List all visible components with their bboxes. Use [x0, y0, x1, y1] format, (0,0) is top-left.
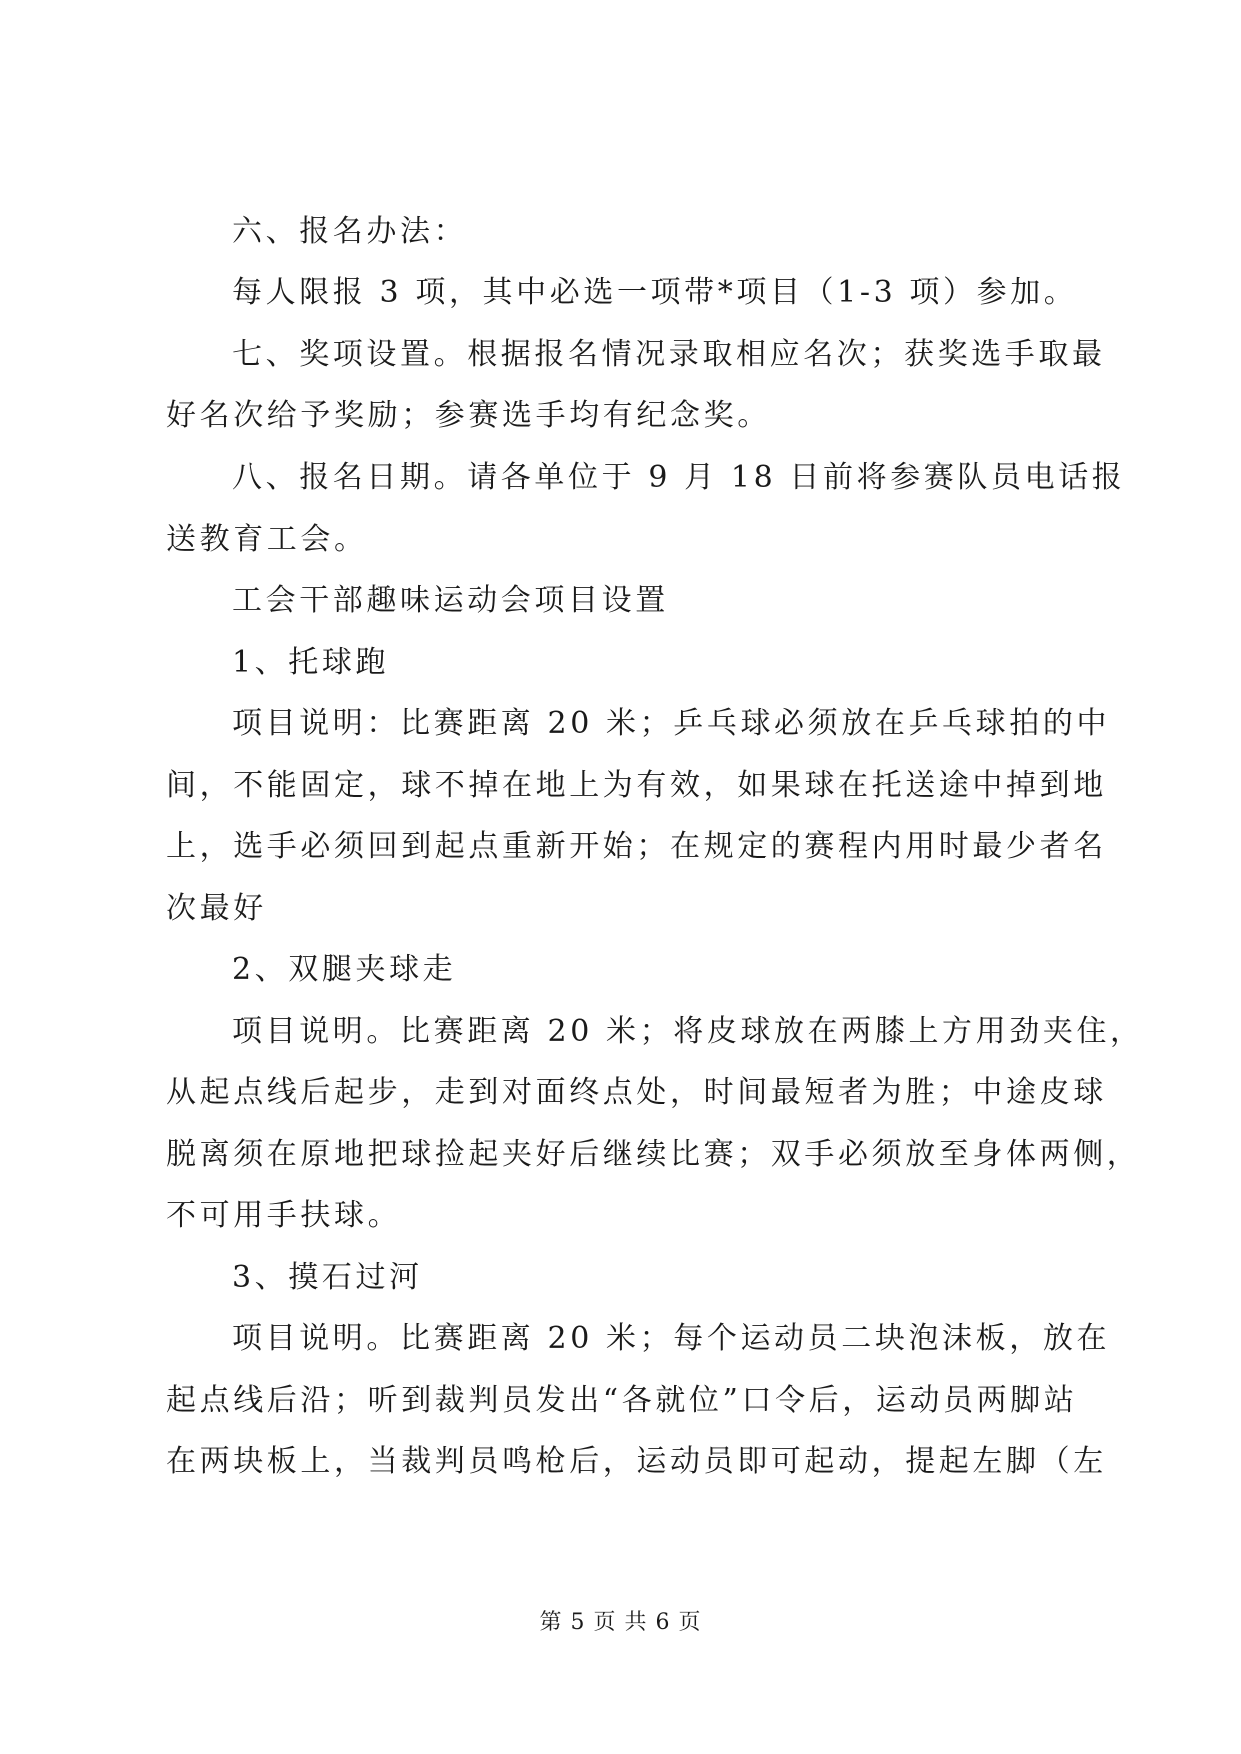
paragraph-line: 脱离须在原地把球捡起夹好后继续比赛；双手必须放至身体两侧， [166, 1137, 1141, 1172]
paragraph-line: 起点线后沿；听到裁判员发出“各就位”口令后，运动员两脚站 [166, 1383, 1078, 1418]
paragraph-line: 六、报名办法： [232, 214, 468, 249]
paragraph-line: 在两块板上，当裁判员鸣枪后，运动员即可起动，提起左脚（左 [166, 1444, 1107, 1479]
paragraph-line: 送教育工会。 [166, 522, 368, 557]
paragraph-line: 每人限报 3 项，其中必选一项带*项目（1-3 项）参加。 [232, 275, 1078, 310]
paragraph-line: 上，选手必须回到起点重新开始；在规定的赛程内用时最少者名 [166, 829, 1107, 864]
paragraph-line: 项目说明。比赛距离 20 米；每个运动员二块泡沫板，放在 [232, 1321, 1111, 1356]
paragraph-line: 次最好 [166, 891, 267, 926]
item-heading: 3、摸石过河 [232, 1260, 423, 1295]
section-heading: 工会干部趣味运动会项目设置 [232, 583, 669, 618]
paragraph-line: 从起点线后起步，走到对面终点处，时间最短者为胜；中途皮球 [166, 1075, 1107, 1110]
item-heading: 2、双腿夹球走 [232, 952, 457, 987]
paragraph-line: 七、奖项设置。根据报名情况录取相应名次；获奖选手取最 [232, 337, 1106, 372]
paragraph-line: 好名次给予奖励；参赛选手均有纪念奖。 [166, 398, 771, 433]
paragraph-line: 八、报名日期。请各单位于 9 月 18 日前将参赛队员电话报 [232, 460, 1126, 495]
paragraph-line: 项目说明。比赛距离 20 米；将皮球放在两膝上方用劲夹住， [232, 1014, 1144, 1049]
item-heading: 1、托球跑 [232, 645, 390, 680]
paragraph-line: 项目说明：比赛距离 20 米；乒乓球必须放在乒乓球拍的中 [232, 706, 1111, 741]
paragraph-line: 间，不能固定，球不掉在地上为有效，如果球在托送途中掉到地 [166, 768, 1107, 803]
page-footer: 第 5 页 共 6 页 [539, 1610, 702, 1635]
paragraph-line: 不可用手扶球。 [166, 1198, 402, 1233]
